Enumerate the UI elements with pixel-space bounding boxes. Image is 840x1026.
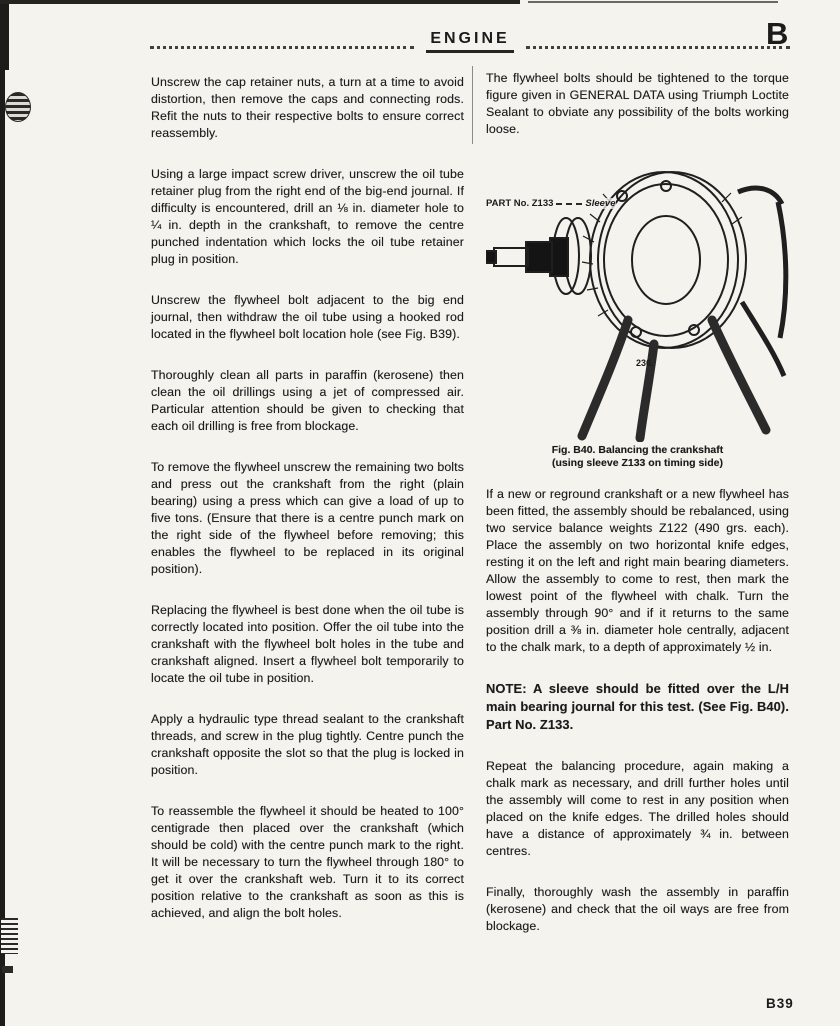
crankshaft-illustration: [486, 152, 789, 442]
paragraph: Replacing the flywheel is best done when the oil tube is correctly located into position. Offer the oil tube into the crankshaft with the flywheel bolt holes in the tube and crankshaft aligned. Insert a flywheel bolt temporarily to locate the oil tube in position.: [151, 603, 464, 685]
paragraph: The flywheel bolts should be tightened to the torque figure given in GENERAL DATA using Triumph Loctite Sealant to obviate any possibility of the bolts working loose.: [486, 71, 789, 136]
paragraph: If a new or reground crankshaft or a new flywheel has been fitted, the assembly should be rebalanced, using two service balance weights Z122 (490 grs. each). Place the assembly on two horizontal knife edges, resting it on the left and right main bearing diameters. Allow the assembly to come to rest, then mark the lowest point of the flywheel with chalk. Turn the assembly through 90° and if it returns to the same position drill a ⅜ in. diameter hole centrally, adjacent to the chalk mark, to a depth of approximately ½ in.: [486, 487, 789, 654]
shaft-and-sleeve: [486, 218, 591, 294]
paragraph: Thoroughly clean all parts in paraffin (kerosene) then clean the oil drillings using a jet of compressed air. Particular attention should be given to checking that each oil drilling is free from blockage.: [151, 368, 464, 433]
scan-artifact-left-edge: [0, 0, 5, 1026]
figure-ref-number: 236.: [636, 358, 654, 368]
figure-part-name: Sleeve: [585, 198, 616, 209]
header-rule-right: [526, 46, 790, 49]
scan-artifact-corner-blot: [0, 0, 9, 70]
paragraph: To reassemble the flywheel it should be heated to 100° centigrade then placed over the crankshaft (which should be cold) with the centre punch mark to the right. It will be necessary to turn the flywheel through 180° to get it over the crankshaft web. Turn it to its correct position relative to the crankshaft as soon as this is achieved, and align the bolt holes.: [151, 804, 464, 920]
paragraph: Using a large impact screw driver, unscrew the oil tube retainer plug from the right end of the big-end journal. If difficulty is encountered, drill an ⅛ in. diameter hole to ¼ in. depth in the crankshaft, to remove the centre punched indentation which locks the oil tube retainer plug in position.: [151, 167, 464, 266]
page-number: B39: [766, 996, 794, 1011]
stand-legs: [582, 320, 766, 438]
figure-crankshaft-balancing: [486, 152, 789, 474]
figure-caption-line2: (using sleeve Z133 on timing side): [552, 457, 723, 469]
page-header: [150, 30, 790, 53]
scan-artifact-punch-hole: [5, 92, 31, 122]
scan-artifact-bottom-marks: [1, 918, 18, 954]
paragraph: Finally, thoroughly wash the assembly in paraffin (kerosene) and check that the oil ways are free from blockage.: [486, 885, 789, 933]
figure-part-leader-line: [556, 203, 582, 205]
paragraph: Repeat the balancing procedure, again making a chalk mark as necessary, and drill further holes until the assembly will come to rest in any position when placed on the knife edges. The drilled holes should have a distance of approximately ¾ in. between centres.: [486, 759, 789, 858]
scan-artifact-bottom-mark-2: [2, 966, 13, 973]
paragraph: To remove the flywheel unscrew the remaining two bolts and press out the crankshaft from the right (plain bearing) using a press which can give a load of up to five tons. (Ensure that there is a centre punch mark on the right side of the flywheel before removing; this enables the flywheel to be replaced in its original position).: [151, 460, 464, 576]
note-paragraph: NOTE: A sleeve should be fitted over the L/H main bearing journal for this test. (See Fig. B40). Part No. Z133.: [486, 681, 789, 732]
paragraph: Unscrew the cap retainer nuts, a turn at a time to avoid distortion, then remove the caps and connecting rods. Refit the nuts to their respective bolts to ensure correct reassembly.: [151, 75, 464, 140]
column-divider-line: [472, 66, 473, 144]
left-column: [151, 74, 464, 946]
paragraph: Apply a hydraulic type thread sealant to the crankshaft threads, and screw in the plug tightly. Centre punch the crankshaft opposite the slot so that the plug is locked in position.: [151, 712, 464, 777]
right-column: [486, 70, 789, 959]
fixture-frame: [738, 188, 786, 376]
figure-part-label-row: [486, 198, 616, 209]
rim-hatching: [582, 193, 742, 316]
figure-caption: [486, 444, 789, 470]
section-letter: B: [766, 16, 790, 51]
header-rule-left: [150, 46, 414, 49]
page-title: ENGINE: [426, 30, 513, 53]
scan-artifact-top-edge: [0, 0, 520, 4]
figure-caption-line1: Fig. B40. Balancing the crankshaft: [551, 444, 724, 456]
paragraph: Unscrew the flywheel bolt adjacent to the big end journal, then withdraw the oil tube using a hooked rod located in the flywheel bolt location hole (see Fig. B39).: [151, 293, 464, 341]
figure-part-label: PART No. Z133: [486, 198, 554, 209]
scan-artifact-top-edge-2: [528, 1, 778, 3]
